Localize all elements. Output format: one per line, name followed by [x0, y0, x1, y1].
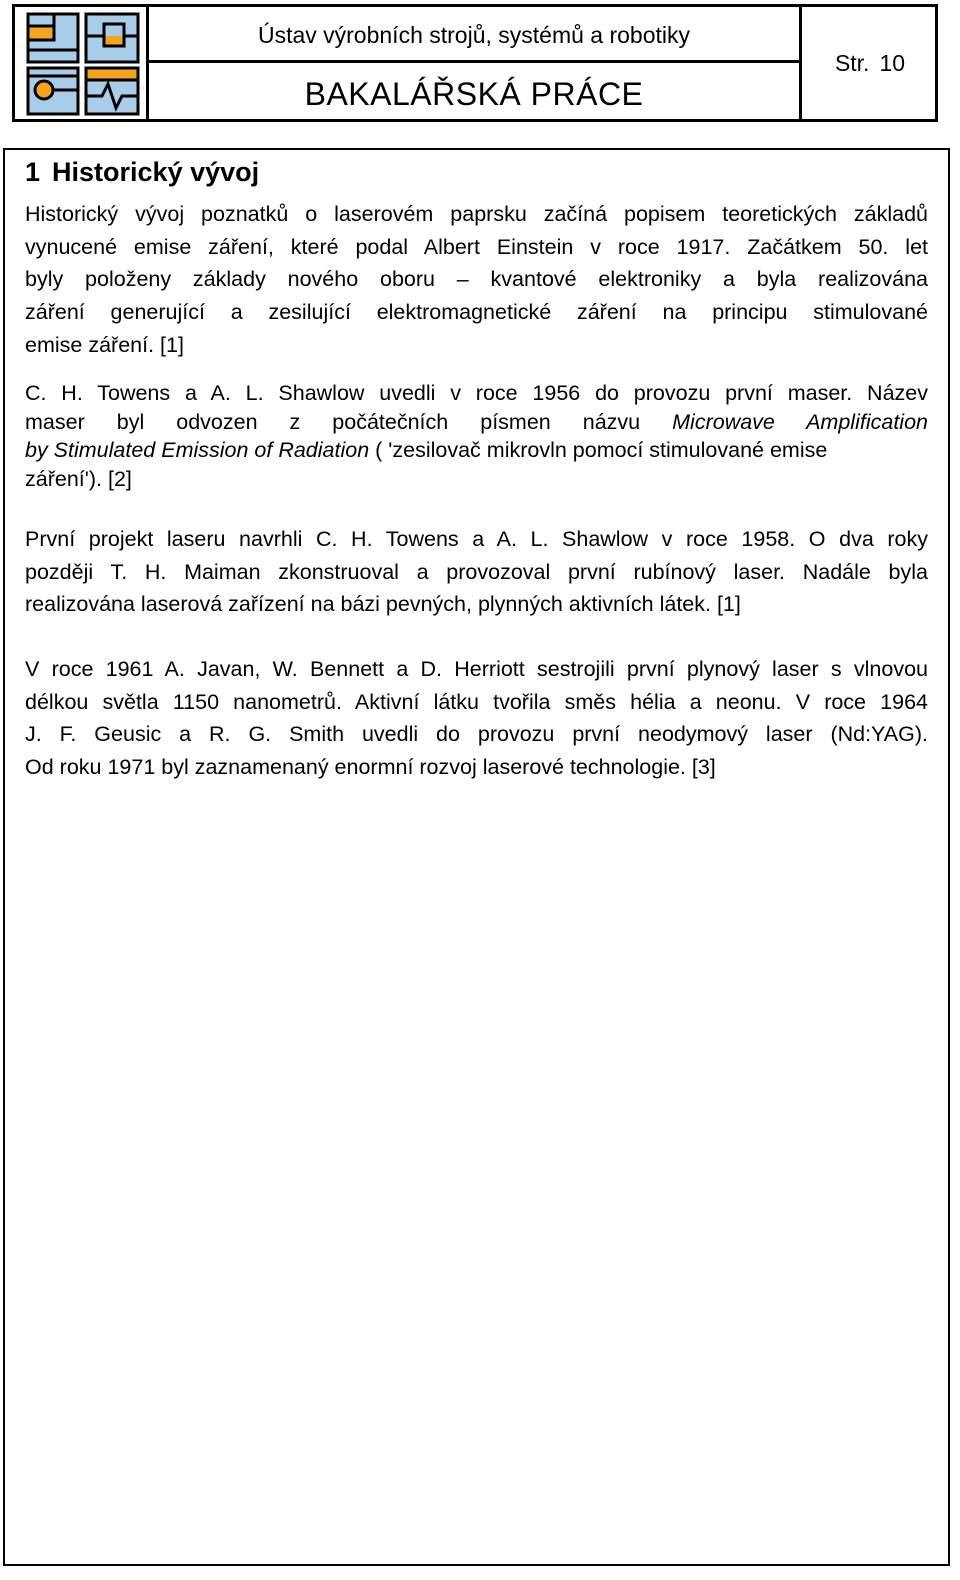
paragraph-line: realizována laserová zařízení na bázi pevných, plynných aktivních látek. [1] — [25, 592, 741, 617]
page-number-box — [799, 7, 938, 119]
section-number: 1 — [25, 157, 41, 187]
page-label: Str. — [834, 50, 870, 76]
paragraph-line: záření'). [2] — [25, 466, 132, 491]
page-header — [12, 4, 938, 122]
paragraph-line: Od roku 1971 byl zaznamenaný enormní rozvoj laserové technologie. [3] — [25, 755, 716, 780]
section-title: Historický vývoj — [52, 157, 260, 187]
page-number: 10 — [879, 50, 906, 76]
paragraph-line: Historický vývoj poznatků o laserovém paprsku začíná popisem teoretických základů — [25, 202, 928, 226]
paragraph-line: délkou světla 1150 nanometrů. Aktivní látku tvořila směs hélia a neonu. V roce 1964 — [25, 689, 928, 714]
section-heading — [25, 152, 259, 192]
paragraph-3 — [25, 523, 928, 621]
paragraph-1 — [25, 198, 928, 362]
italic-term: Microwave Amplification — [672, 409, 928, 434]
paragraph-line: záření generující a zesilující elektromagnetické záření na principu stimulované — [25, 300, 928, 325]
paragraph-line: První projekt laseru navrhli C. H. Towens a A. L. Shawlow v roce 1958. O dva roky — [25, 527, 928, 551]
paragraph-line: V roce 1961 A. Javan, W. Bennett a D. Herriott sestrojili první plynový laser s vlnovou — [25, 657, 928, 681]
paragraph-4 — [25, 653, 928, 784]
paragraph-line: C. H. Towens a A. L. Shawlow uvedli v roce 1956 do provozu první maser. Název — [25, 381, 928, 405]
paragraph-2 — [25, 379, 928, 493]
paragraph-line: později T. H. Maiman zkonstruoval a provozoval první rubínový laser. Nadále byla — [25, 559, 928, 584]
paragraph-line: vynucené emise záření, které podal Albert Einstein v roce 1917. Začátkem 50. let — [25, 234, 928, 259]
paragraph-line: J. F. Geusic a R. G. Smith uvedli do provozu první neodymový laser (Nd:YAG). — [25, 722, 928, 747]
paragraph-line: maser byl odvozen z počátečních písmen názvu Microwave Amplification — [25, 409, 928, 434]
page-body — [3, 148, 950, 1566]
machine-tools-logo-icon — [24, 10, 142, 118]
institute-name: Ústav výrobních strojů, systémů a robotiky — [149, 7, 799, 63]
italic-term: by Stimulated Emission of Radiation — [25, 438, 370, 462]
logo-cell — [15, 7, 149, 119]
paragraph-line: byly položeny základy nového oboru – kvantové elektroniky a byla realizována — [25, 267, 928, 292]
paragraph-line: emise záření. [1] — [25, 332, 184, 357]
paragraph-line: by Stimulated Emission of Radiation ( 'zesilovač mikrovln pomocí stimulované emise — [25, 438, 828, 462]
document-type-title: BAKALÁŘSKÁ PRÁCE — [304, 76, 644, 112]
